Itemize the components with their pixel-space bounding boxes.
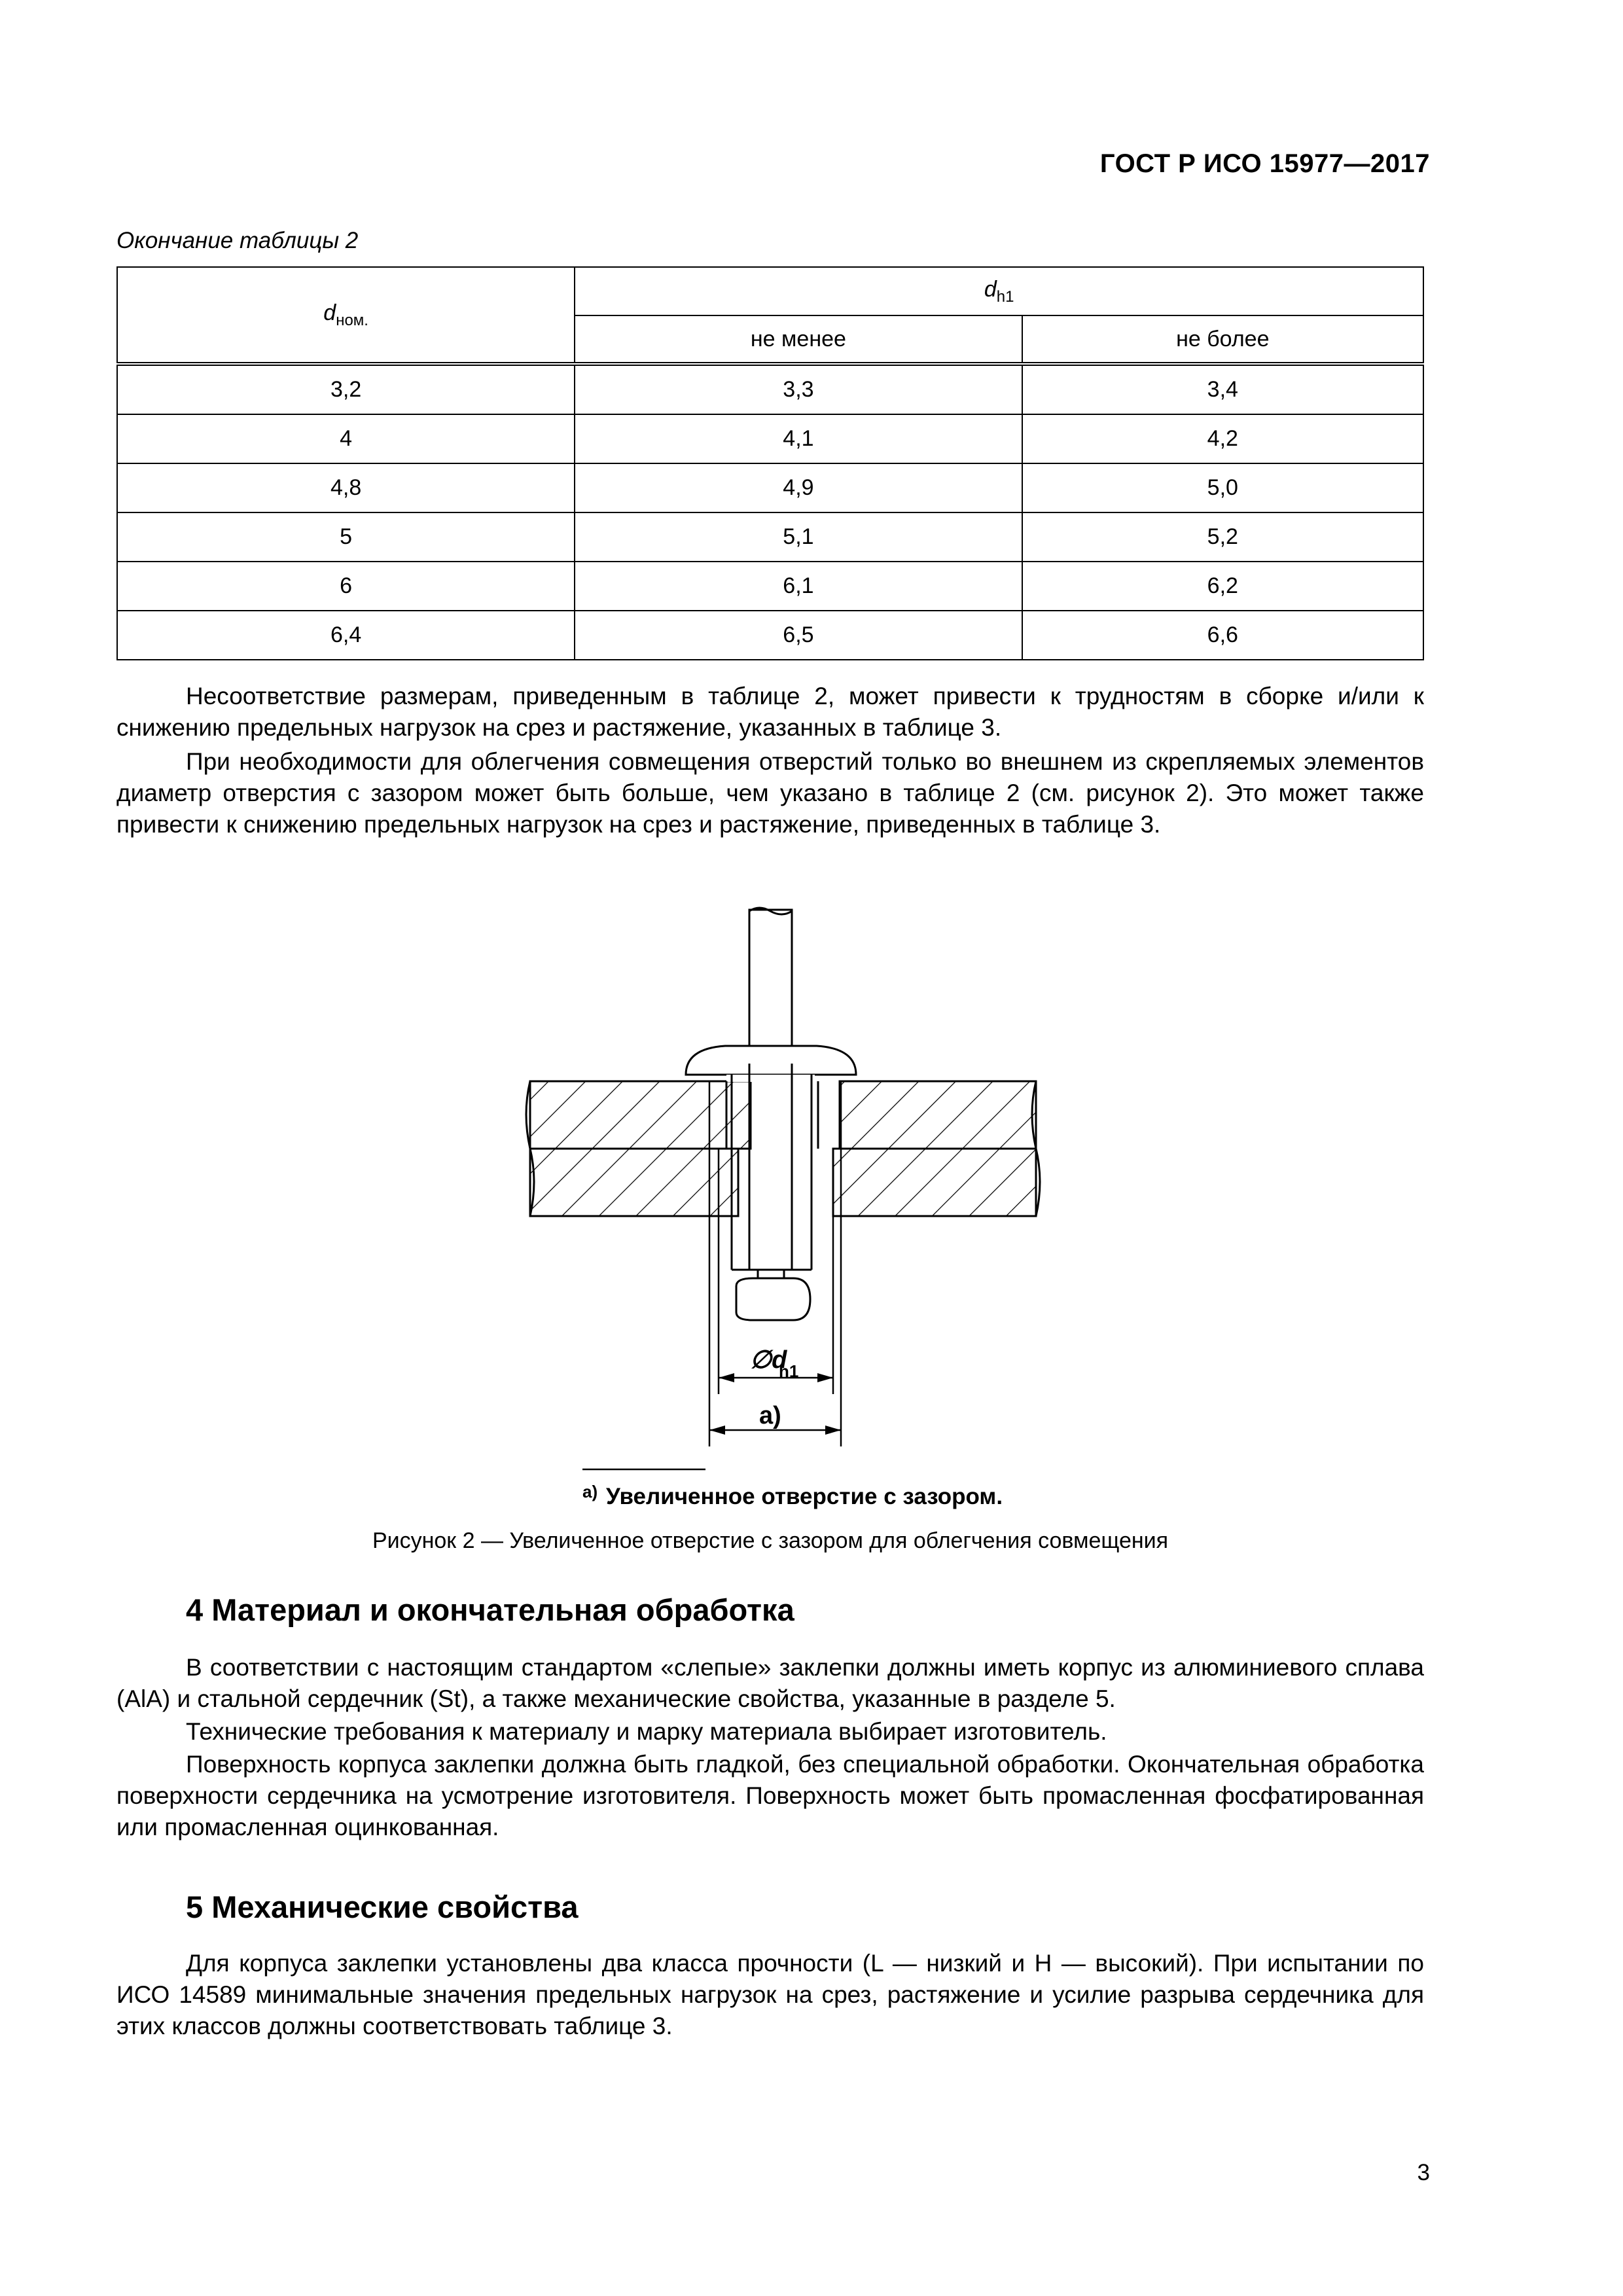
table-row <box>117 364 1423 414</box>
document-header: ГОСТ Р ИСО 15977—2017 <box>1099 149 1430 178</box>
d-h1-symbol: d <box>984 276 997 302</box>
cell-nom: 5 <box>117 512 575 562</box>
cell-max: 6,2 <box>1022 562 1423 611</box>
footnote-text: Увеличенное отверстие с зазором. <box>606 1484 1003 1509</box>
table-row <box>117 611 1423 660</box>
table-row <box>117 414 1423 463</box>
lower-plate-right <box>833 1149 1036 1216</box>
lower-plate-left <box>530 1149 738 1216</box>
cell-max: 4,2 <box>1022 414 1423 463</box>
dim-label-dh1-sub: h1 <box>779 1361 799 1381</box>
cell-nom: 6,4 <box>117 611 575 660</box>
header-d-h1 <box>575 267 1423 315</box>
d-h1-sub: h1 <box>996 287 1014 306</box>
paragraph-1: Несоответствие размерам, приведенным в таблице 2, может привести к трудностям в сборке и/или к снижению предельных нагрузок на срез и растяжение, указанных в таблице 3. <box>116 683 1424 741</box>
mandrel-bulb <box>736 1278 810 1320</box>
upper-plate-right <box>840 1081 1036 1149</box>
cell-min: 4,9 <box>575 463 1022 512</box>
cell-nom: 4 <box>117 414 575 463</box>
header-max: не более <box>1022 315 1423 364</box>
header-min: не менее <box>575 315 1022 364</box>
table-row <box>117 463 1423 512</box>
section-4-title: 4 Материал и окончательная обработка <box>186 1592 794 1627</box>
upper-plate-left <box>530 1081 751 1149</box>
section-5-paragraph-1: Для корпуса заклепки установлены два класса прочности (L — низкий и H — высокий). При испытании по ИСО 14589 минимальные значения предельных нагрузок на срез, растяжение и усилие разрыва сердечника для этих классов должны соответствовать таблице 3. <box>116 1950 1424 2039</box>
table-row <box>117 562 1423 611</box>
section-5-title: 5 Механические свойства <box>186 1890 579 1924</box>
page-number: 3 <box>1417 2160 1430 2185</box>
cell-nom: 4,8 <box>117 463 575 512</box>
footnote-mark: a) <box>582 1482 598 1501</box>
cell-max: 5,2 <box>1022 512 1423 562</box>
table-row <box>117 512 1423 562</box>
d-nom-symbol: d <box>323 300 336 325</box>
d-nom-sub: ном. <box>336 311 368 329</box>
section-4-paragraph-1: В соответствии с настоящим стандартом «слепые» заклепки должны иметь корпус из алюминиевого сплава (AlA) и стальной сердечник (St), а также механические свойства, указанные в разделе 5. <box>116 1654 1424 1712</box>
header-d-nom <box>117 267 575 364</box>
mandrel-stem <box>749 910 792 1064</box>
cell-max: 6,6 <box>1022 611 1423 660</box>
section-4-paragraph-3: Поверхность корпуса заклепки должна быть гладкой, без специальной обработки. Окончательная обработка поверхности сердечника на усмотрение изготовителя. Поверхность может быть промасленная фосфатированная или промасленная оцинкованная. <box>116 1751 1424 1840</box>
figure-caption: Рисунок 2 — Увеличенное отверстие с зазором для облегчения совмещения <box>372 1528 1169 1553</box>
figure-2-rivet-drawing <box>510 897 1054 1512</box>
cell-min: 4,1 <box>575 414 1022 463</box>
cell-max: 5,0 <box>1022 463 1423 512</box>
cell-min: 6,1 <box>575 562 1022 611</box>
table-caption: Окончание таблицы 2 <box>116 228 359 253</box>
rivet-head <box>686 1046 856 1075</box>
dim-label-a: a) <box>759 1402 781 1429</box>
dim-label-dh1: ∅d <box>750 1346 787 1374</box>
cell-min: 3,3 <box>575 364 1022 414</box>
section-4-paragraph-2: Технические требования к материалу и марку материала выбирает изготовитель. <box>186 1718 1107 1745</box>
paragraph-2: При необходимости для облегчения совмещения отверстий только во внешнем из скрепляемых элементов диаметр отверстия с зазором может быть больше, чем указано в таблице 2 (см. рисунок 2). Это может также привести к снижению предельных нагрузок на срез и растяжение, приведенных в таблице 3. <box>116 748 1424 838</box>
cell-min: 6,5 <box>575 611 1022 660</box>
table-2 <box>116 266 1424 660</box>
cell-min: 5,1 <box>575 512 1022 562</box>
cell-nom: 3,2 <box>117 364 575 414</box>
cell-max: 3,4 <box>1022 364 1423 414</box>
cell-nom: 6 <box>117 562 575 611</box>
